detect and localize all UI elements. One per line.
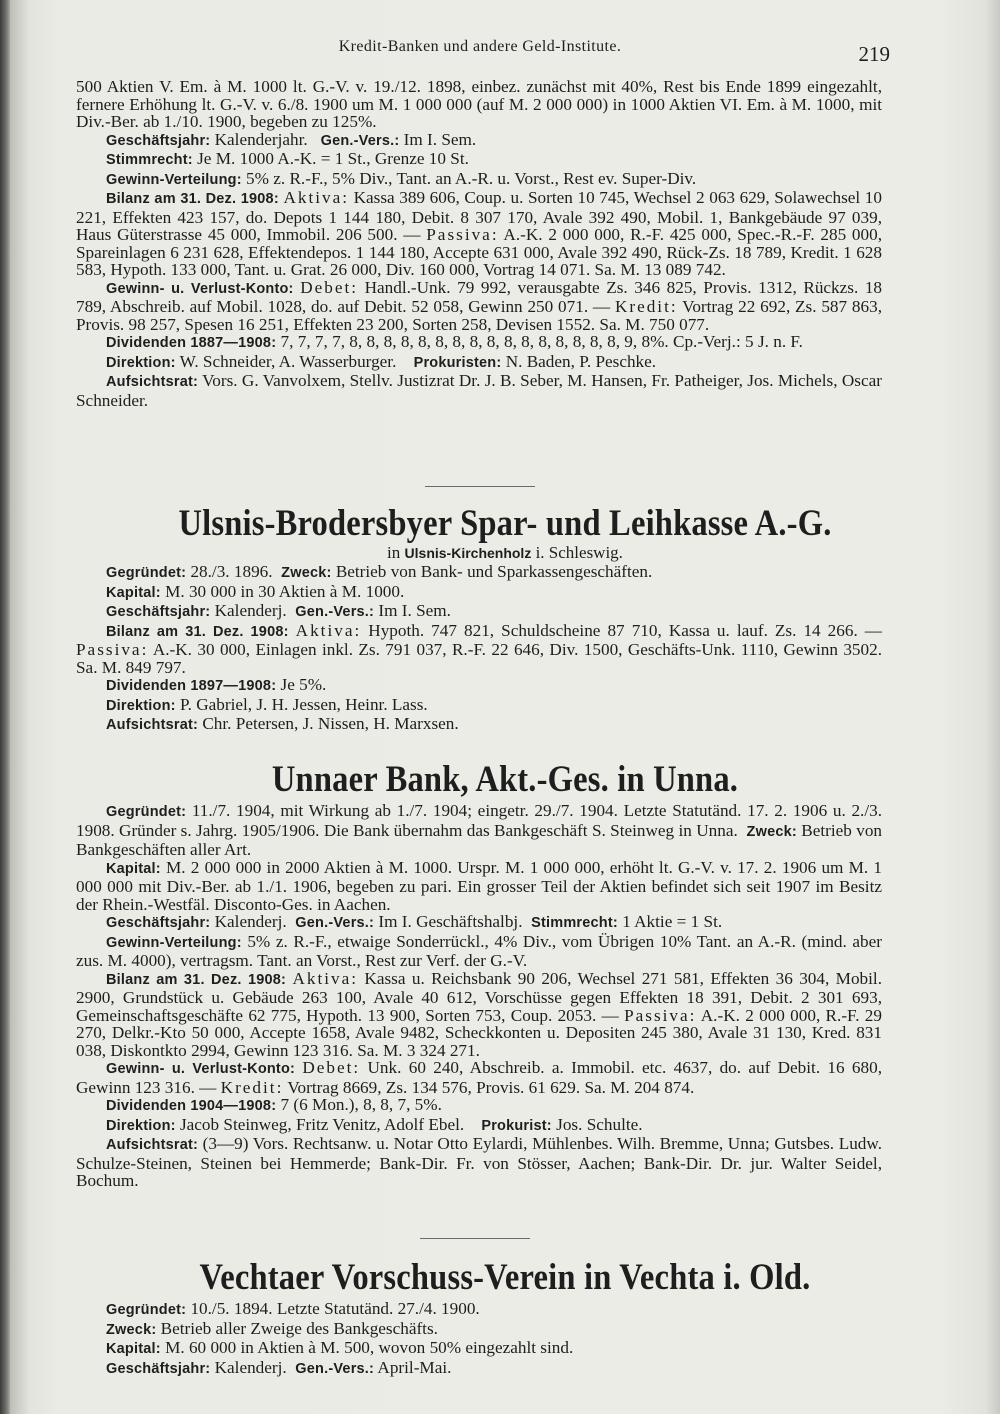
kapital-line — [76, 583, 882, 603]
dividenden-label: Dividenden 1887—1908: — [106, 335, 277, 351]
aktiva-values: Kassa 389 606, Coup. u. Sorten 10 745, Wechsel 2 063 629, Solawechsel 10 221, Effekten 423 157, do. Depots 1 144 180, Debit. 8 307 170, Avale 392 490, Mobil. 1, Bankgebäude 97 039, Haus Güterstrasse 45 000, Immobil. 206 500. — — [76, 188, 882, 244]
aufsichtsrat-label: Aufsichtsrat: — [106, 717, 199, 733]
aufsichtsrat-value: Vors. G. Vanvolxem, Stellv. Justizrat Dr. J. B. Seber, M. Hansen, Fr. Patheiger, Jos. Michels, Oscar Schneider. — [76, 371, 882, 410]
genvers-value: April-Mai. — [377, 1357, 452, 1377]
geschaeftsjahr-value: Kalenderj. — [214, 601, 287, 620]
stimmrecht-value: Je M. 1000 A.-K. = 1 St., Grenze 10 St. — [197, 149, 469, 168]
kapital-label: Kapital: — [106, 860, 161, 877]
direktion-line — [76, 1116, 882, 1136]
bilanz-label: Bilanz am 31. Dez. 1908: — [106, 971, 287, 988]
geschaeftsjahr-value: Kalenderjahr. — [214, 129, 308, 149]
aktiva-word: Aktiva: — [283, 188, 350, 207]
genvers-value: Im I. Sem. — [403, 129, 477, 149]
guv-paragraph — [76, 279, 882, 334]
kapital-value: M. 30 000 in 30 Aktien à M. 1000. — [165, 581, 405, 601]
subtitle-prefix: in — [387, 543, 401, 562]
bilanz-paragraph — [76, 189, 882, 279]
geschaeftsjahr-label: Geschäftsjahr: — [106, 132, 211, 149]
entry-title: Vechtaer Vorschuss-Verein in Vechta i. Old. — [199, 1257, 811, 1298]
gegruendet-value: 10./5. 1894. Letzte Statutänd. 27./4. 1900. — [190, 1299, 480, 1318]
aufsichtsrat-line — [76, 715, 882, 735]
dividenden-value: 7, 7, 7, 7, 8, 8, 8, 8, 8, 8, 8, 8, 8, 8, 8, 8, 8, 8, 8, 8, 9, 8%. Cp.-Verj.: 5 J. n. F. — [280, 332, 803, 351]
aufsichtsrat-value: Chr. Petersen, J. Nissen, H. Marxsen. — [202, 714, 459, 733]
gegruendet-label: Gegründet: — [106, 804, 187, 820]
direktion-label: Direktion: — [106, 354, 176, 371]
bilanz-paragraph — [76, 622, 882, 677]
aktiva-values: Hypoth. 747 821, Schuldscheine 87 710, Kassa u. lauf. Zs. 14 266. — — [368, 620, 882, 640]
direktion-value: Jacob Steinweg, Fritz Venitz, Adolf Ebel. — [179, 1114, 465, 1134]
zweck-label: Zweck: — [106, 1321, 157, 1338]
genvers-label: Gen.-Vers.: — [320, 132, 400, 149]
gewinn-value: 5% z. R.-F., etwaige Sonderrückl., 4% Div., vom Übrigen 10% Tant. an A.-R. (mind. aber zus. M. 4000), vertragsm. Tant. an Vorst., Rest zur Verf. der G.-V. — [76, 931, 882, 970]
gewinn-paragraph — [76, 933, 882, 970]
aufsichtsrat-line — [76, 372, 882, 409]
debet-word: Debet: — [300, 277, 359, 297]
geschaeftsjahr-line — [76, 131, 882, 151]
dividenden-label: Dividenden 1897—1908: — [106, 678, 277, 694]
stimmrecht-line — [76, 150, 882, 170]
entry-continued — [76, 78, 882, 409]
kapital-value: M. 60 000 in Aktien à M. 500, wovon 50% eingezahlt sind. — [165, 1338, 574, 1357]
direktion-line — [76, 696, 882, 716]
passiva-values: A.-K. 30 000, Einlagen inkl. Zs. 791 037, R.-F. 22 646, Div. 1500, Geschäfts-Unk. 1110, Gewinn 3502. Sa. M. 849 797. — [76, 640, 882, 677]
genvers-value: Im I. Geschäftshalbj. — [378, 912, 523, 931]
zweck-label: Zweck: — [746, 823, 797, 840]
guv-paragraph — [76, 1059, 882, 1096]
bilanz-paragraph — [76, 970, 882, 1060]
stimmrecht-label: Stimmrecht: — [531, 915, 618, 931]
aufsichtsrat-label: Aufsichtsrat: — [106, 374, 199, 390]
book-binding-shadow — [0, 0, 10, 1414]
kredit-word: Kredit: — [220, 1077, 284, 1097]
gegruendet-label: Gegründet: — [106, 1302, 187, 1318]
passiva-word: Passiva: — [76, 640, 149, 659]
geschaeftsjahr-label: Geschäftsjahr: — [106, 915, 211, 931]
direktion-line — [76, 353, 882, 373]
section-divider — [420, 1238, 530, 1239]
gewinn-value: 5% z. R.-F., 5% Div., Tant. an A.-R. u. Vorst., Rest ev. Super-Div. — [246, 168, 697, 188]
geschaeftsjahr-line — [76, 913, 882, 933]
kapital-label: Kapital: — [106, 584, 161, 601]
genvers-value: Im I. Sem. — [378, 601, 451, 620]
gegruendet-label: Gegründet: — [106, 565, 187, 581]
entry-title: Unnaer Bank, Akt.-Ges. in Unna. — [271, 759, 739, 800]
guv-label: Gewinn- u. Verlust-Konto: — [106, 280, 294, 297]
entry-title: Ulsnis-Brodersbyer Spar- und Leihkasse A.-G. — [178, 503, 832, 544]
gegruendet-value: 28./3. 1896. — [190, 562, 273, 581]
entry-body — [76, 802, 882, 1190]
dividenden-line — [76, 333, 882, 353]
capital-history: 500 Aktien V. Em. à M. 1000 lt. G.-V. v. 19./12. 1898, einbez. zunächst mit 40%, Rest bis Ende 1899 eingezahlt, fernere Erhöhung lt. G.-V. v. 6./8. 1900 um M. 1 000 000 (auf M. 2 000 000) in 1000 Aktien VI. Em. à M. 1000, mit Div.-Ber. ab 1./10. 1900, begeben zu 125%. — [76, 77, 882, 131]
geschaeftsjahr-value: Kalenderj. — [214, 1357, 287, 1377]
kredit-word: Kredit: — [614, 297, 678, 316]
gegruendet-paragraph — [76, 802, 882, 859]
kapital-label: Kapital: — [106, 1341, 161, 1357]
zweck-label: Zweck: — [281, 565, 332, 581]
geschaeftsjahr-label: Geschäftsjahr: — [106, 604, 211, 620]
subtitle-place: Ulsnis-Kirchenholz — [404, 545, 532, 561]
zweck-value: Betrieb aller Zweige des Bankgeschäfts. — [160, 1318, 438, 1338]
page-number: 219 — [858, 42, 890, 66]
geschaeftsjahr-line — [76, 1359, 882, 1379]
subtitle-suffix: i. Schleswig. — [535, 543, 623, 562]
aufsichtsrat-paragraph — [76, 1135, 882, 1190]
bilanz-label: Bilanz am 31. Dez. 1908: — [106, 191, 279, 207]
guv-label: Gewinn- u. Verlust-Konto: — [106, 1061, 296, 1077]
debet-values: Unk. 60 240, Abschreib. a. Immobil. etc. 4637, do. auf Debit. 16 680, Gewinn 123 316. — — [76, 1058, 883, 1097]
direktion-label: Direktion: — [106, 697, 176, 714]
kapital-line — [76, 1339, 882, 1359]
gewinn-label: Gewinn-Verteilung: — [106, 934, 242, 951]
geschaeftsjahr-label: Geschäftsjahr: — [106, 1360, 211, 1377]
prokurist-label: Prokurist: — [481, 1117, 552, 1134]
kredit-values: Vortrag 22 692, Zs. 587 863, Provis. 98 257, Spesen 16 251, Effekten 23 200, Sorten 258, Devisen 1552. Sa. M. 750 077. — [76, 297, 882, 334]
passiva-values: A.-K. 2 000 000, R.-F. 29 270, Delkr.-Kto 50 000, Accepte 1658, Avale 9482, Scheckkonten u. Depositen 245 380, Avale 31 130, Kred. 831 038, Diskontkto 2994, Gewinn 123 316. Sa. M. 3 324 271. — [76, 1005, 882, 1060]
running-header: Kredit-Banken und andere Geld-Institute. — [338, 38, 622, 55]
dividenden-line — [76, 1096, 882, 1116]
gegruendet-line — [76, 1300, 882, 1320]
passiva-word: Passiva: — [624, 1005, 697, 1025]
passiva-word: Passiva: — [426, 225, 499, 244]
aufsichtsrat-label: Aufsichtsrat: — [106, 1137, 199, 1153]
kredit-values: Vortrag 8669, Zs. 134 576, Provis. 61 629. Sa. M. 204 874. — [287, 1077, 695, 1097]
direktion-label: Direktion: — [106, 1117, 176, 1134]
kapital-paragraph — [76, 859, 882, 914]
section-divider — [425, 486, 535, 487]
geschaeftsjahr-value: Kalenderj. — [214, 912, 287, 931]
prokuristen-label: Prokuristen: — [413, 354, 502, 371]
passiva-values: A.-K. 2 000 000, R.-F. 425 000, Spec.-R.-F. 285 000, Spareinlagen 6 231 628, Effektendepos. 1 144 180, Accepte 631 000, Avale 392 490, Rück-Zs. 18 789, Kredit. 1 628 583, Hypoth. 133 000, Tant. u. Grat. 26 000, Div. 160 000, Vortrag 14 071. Sa. M. 13 089 742. — [76, 225, 883, 279]
aktiva-values: Kassa u. Reichsbank 90 206, Wechsel 271 581, Effekten 36 304, Mobil. 2900, Grundstück u. Gebäude 263 100, Avale 40 612, Vorschüsse gegen Effekten 18 391, Debit. 2 301 693, Gemeinschaftsgeschäfte 62 775, Hypoth. 13 900, Sorten 753, Coup. 2053. — — [76, 968, 882, 1025]
gegruendet-value: 11./7. 1904, mit Wirkung ab 1./7. 1904; eingetr. 29./7. 1904. Letzte Statutänd. 17. 2. 1906 u. 2./3. 1908. Gründer s. Jahrg. 1905/1906. Die Bank übernahm das Bankgeschäft S. Steinweg in Unna. — [76, 801, 883, 840]
debet-word: Debet: — [302, 1058, 361, 1077]
bilanz-label: Bilanz am 31. Dez. 1908: — [106, 623, 289, 640]
dividenden-label: Dividenden 1904—1908: — [106, 1098, 277, 1114]
genvers-label: Gen.-Vers.: — [295, 604, 375, 620]
aufsichtsrat-value: (3—9) Vors. Rechtsanw. u. Notar Otto Eylardi, Mühlenbes. Wilh. Bremme, Unna; Gutsbes. Ludw. Schulze-Steinen, Steinen bei Hemmerde; Bank-Dir. Fr. von Stösser, Aachen; Bank-Dir. Dr. jur. Walter Seidel, Bochum. — [76, 1134, 882, 1190]
stimmrecht-label: Stimmrecht: — [106, 152, 193, 168]
prokuristen-value: N. Baden, P. Peschke. — [505, 351, 657, 371]
debet-values: Handl.-Unk. 79 992, verausgabte Zs. 346 825, Provis. 1312, Rückzs. 18 789, Abschreib. auf Mobil. 1028, do. auf Debit. 52 058, Gewinn 250 071. — — [76, 277, 883, 316]
dividenden-value: 7 (6 Mon.), 8, 8, 7, 5%. — [280, 1095, 442, 1114]
gegruendet-line — [76, 563, 882, 583]
prokurist-value: Jos. Schulte. — [556, 1114, 643, 1134]
zweck-line — [76, 1320, 882, 1340]
dividenden-value: Je 5%. — [280, 675, 327, 694]
direktion-value: P. Gabriel, J. H. Jessen, Heinr. Lass. — [179, 694, 428, 714]
direktion-value: W. Schneider, A. Wasserburger. — [179, 351, 397, 371]
kapital-value: M. 2 000 000 in 2000 Aktien à M. 1000. Urspr. M. 1 000 000, erhöht lt. G.-V. v. 17. 2. 1906 um M. 1 000 000 mit Div.-Ber. ab 1./1. 1906, begeben zu pari. Ein grosser Teil der Aktien befindet sich seit 1907 im Besitz der Rhein.-Westfäl. Disconto-Ges. in Aachen. — [76, 857, 883, 914]
aktiva-word: Aktiva: — [295, 620, 362, 640]
genvers-label: Gen.-Vers.: — [295, 915, 375, 931]
aktiva-word: Aktiva: — [292, 968, 359, 988]
gewinn-line — [76, 170, 882, 190]
zweck-value: Betrieb von Bankgeschäften aller Art. — [76, 820, 883, 859]
entry-subtitle — [90, 543, 920, 563]
zweck-value: Betrieb von Bank- und Sparkassengeschäften. — [335, 562, 653, 581]
stimmrecht-value: 1 Aktie = 1 St. — [622, 912, 723, 931]
entry-body — [76, 1300, 882, 1378]
dividenden-line — [76, 676, 882, 696]
gewinn-label: Gewinn-Verteilung: — [106, 171, 242, 188]
entry-body — [76, 563, 882, 735]
genvers-label: Gen.-Vers.: — [295, 1360, 375, 1377]
geschaeftsjahr-line — [76, 602, 882, 622]
